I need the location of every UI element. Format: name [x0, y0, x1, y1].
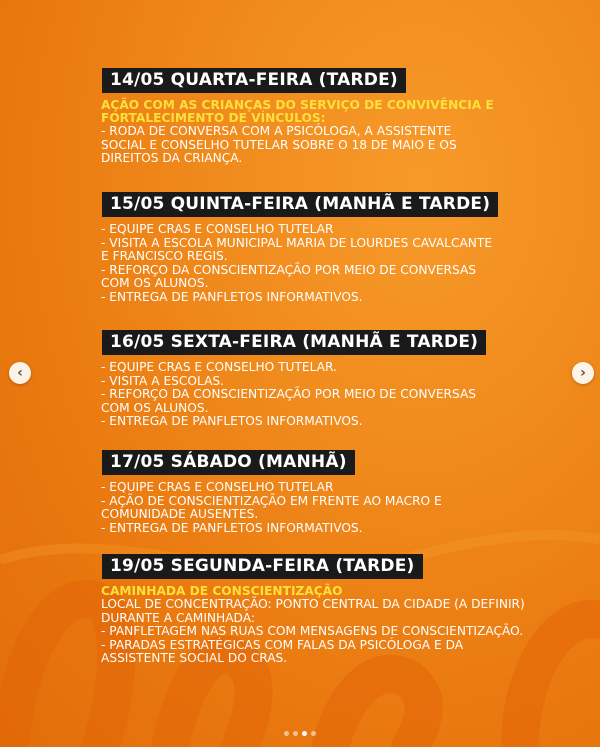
activity-line: - AÇÃO DE CONSCIENTIZAÇÃO EM FRENTE AO MACRO E	[101, 493, 442, 508]
schedule-day-section	[101, 554, 525, 666]
activity-line: - EQUIPE CRAS E CONSELHO TUTELAR	[101, 222, 334, 236]
day-title: 15/05 QUINTA-FEIRA (MANHÃ E TARDE)	[102, 192, 498, 217]
activity-line: COMUNIDADE AUSENTES.	[101, 507, 259, 521]
carousel-indicator	[284, 731, 316, 736]
schedule-day-section	[101, 450, 442, 535]
chevron-right-icon: ›	[580, 365, 586, 381]
activity-line: - ENTREGA DE PANFLETOS INFORMATIVOS.	[101, 414, 363, 428]
activity-line: E FRANCISCO REGIS.	[101, 249, 228, 263]
day-title: 19/05 SEGUNDA-FEIRA (TARDE)	[102, 554, 423, 579]
activity-line: - RODA DE CONVERSA COM A PSICÓLOGA, A ASSISTENTE	[101, 124, 452, 138]
activity-line: - EQUIPE CRAS E CONSELHO TUTELAR.	[101, 360, 337, 374]
activity-line: - REFORÇO DA CONSCIENTIZAÇÃO POR MEIO DE CONVERSAS	[101, 262, 477, 277]
activity-line: LOCAL DE CONCENTRAÇÃO: PONTO CENTRAL DA CIDADE (A DEFINIR)	[101, 597, 525, 611]
activity-line: DIREITOS DA CRIANÇA.	[101, 151, 243, 165]
activity-line: - VISITA A ESCOLA MUNICIPAL MARIA DE LOURDES CAVALCANTE	[101, 235, 493, 250]
activity-line: COM OS ALUNOS.	[101, 276, 209, 290]
activity-line: - PARADAS ESTRATÉGICAS COM FALAS DA PSICÓLOGA E DA	[101, 637, 464, 652]
activity-subtitle: FORTALECIMENTO DE VÍNCULOS:	[101, 111, 326, 125]
activity-line: COM OS ALUNOS.	[101, 400, 209, 415]
activity-line: - EQUIPE CRAS E CONSELHO TUTELAR	[101, 480, 334, 494]
carousel-dot[interactable]	[284, 731, 289, 736]
activity-subtitle: CAMINHADA DE CONSCIENTIZAÇÃO	[101, 584, 343, 598]
activity-line: DURANTE A CAMINHADA:	[101, 610, 255, 625]
carousel-dot[interactable]	[311, 731, 316, 736]
chevron-left-icon: ‹	[17, 365, 23, 381]
schedule-day-section	[101, 330, 486, 429]
day-title: 14/05 QUARTA-FEIRA (TARDE)	[102, 68, 406, 93]
carousel-prev-button[interactable]	[9, 362, 31, 384]
day-title: 17/05 SÁBADO (MANHÃ)	[102, 450, 355, 475]
carousel-dot[interactable]	[302, 731, 307, 736]
day-title: 16/05 SEXTA-FEIRA (MANHÃ E TARDE)	[102, 330, 486, 355]
activity-line: SOCIAL E CONSELHO TUTELAR SOBRE O 18 DE MAIO E OS	[101, 137, 457, 152]
schedule-day-section	[101, 192, 498, 304]
schedule-day-section	[101, 68, 494, 166]
activity-subtitle: AÇÃO COM AS CRIANÇAS DO SERVIÇO DE CONVIVÊNCIA E	[101, 98, 494, 112]
activity-line: - VISITA A ESCOLAS.	[101, 373, 225, 388]
activity-line: ASSISTENTE SOCIAL DO CRAS.	[101, 651, 288, 665]
activity-line: - ENTREGA DE PANFLETOS INFORMATIVOS.	[101, 520, 363, 535]
activity-line: - PANFLETAGEM NAS RUAS COM MENSAGENS DE CONSCIENTIZAÇÃO.	[101, 624, 524, 638]
carousel-next-button[interactable]	[572, 362, 594, 384]
activity-line: - ENTREGA DE PANFLETOS INFORMATIVOS.	[101, 289, 363, 304]
activity-line: - REFORÇO DA CONSCIENTIZAÇÃO POR MEIO DE CONVERSAS	[101, 387, 477, 401]
carousel-dot[interactable]	[293, 731, 298, 736]
